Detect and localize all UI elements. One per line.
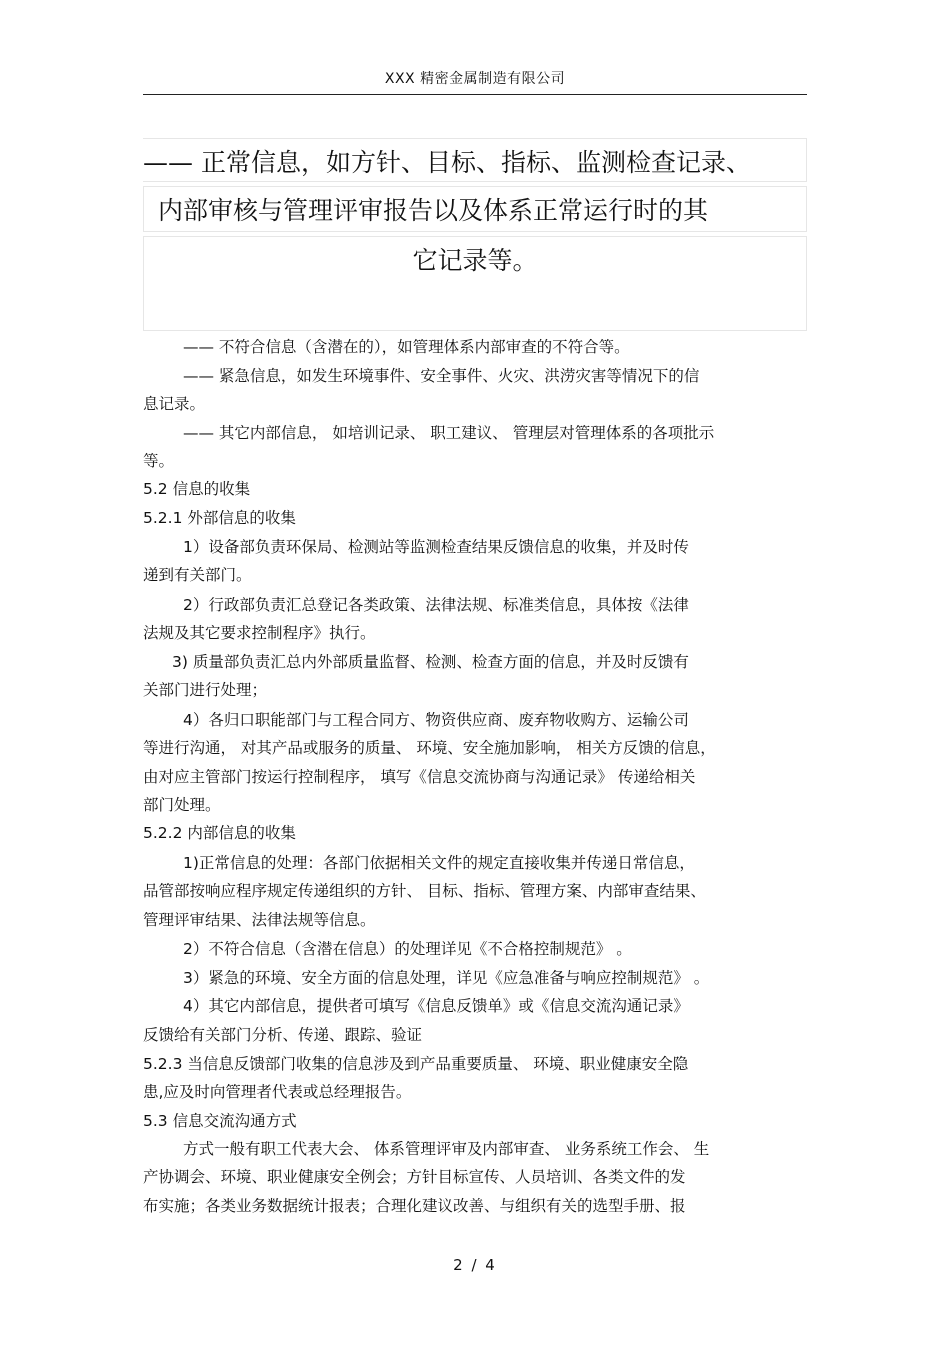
body-line: 布实施；各类业务数据统计报表；合理化建议改善、与组织有关的选型手册、报: [143, 1197, 686, 1215]
body-line: 4）各归口职能部门与工程合同方、物资供应商、废弃物收购方、运输公司: [183, 711, 689, 729]
body-line: 产协调会、环境、职业健康安全例会；方针目标宣传、人员培训、各类文件的发: [143, 1168, 686, 1186]
body-line: 方式一般有职工代表大会、 体系管理评审及内部审查、 业务系统工作会、 生: [183, 1140, 710, 1158]
body-line: 部门处理。: [143, 796, 221, 814]
body-line: 等。: [143, 452, 175, 470]
enlarged-text-line-2: 内部审核与管理评审报告以及体系正常运行时的其: [143, 186, 807, 232]
section-heading: 5.3 信息交流沟通方式: [143, 1112, 297, 1130]
page-header: XXX 精密金属制造有限公司: [384, 71, 566, 87]
body-line: 等进行沟通， 对其产品或服务的质量、 环境、安全施加影响， 相关方反馈的信息，: [143, 739, 716, 757]
body-line: —— 不符合信息（含潜在的），如管理体系内部审查的不符合等。: [183, 338, 630, 356]
body-line: 品管部按响应程序规定传递组织的方针、 目标、指标、管理方案、内部审查结果、: [143, 882, 706, 900]
body-line: 4）其它内部信息，提供者可填写《信息反馈单》或《信息交流沟通记录》: [183, 997, 689, 1015]
header-divider: [143, 94, 807, 95]
body-line: 2）行政部负责汇总登记各类政策、法律法规、标准类信息，具体按《法律: [183, 596, 689, 614]
body-line: —— 紧急信息，如发生环境事件、安全事件、火灾、洪涝灾害等情况下的信: [183, 367, 700, 385]
body-line: 关部门进行处理；: [143, 681, 268, 699]
enlarged-text-line-3: 它记录等。: [143, 236, 807, 331]
body-line: —— 其它内部信息， 如培训记录、 职工建议、 管理层对管理体系的各项批示: [183, 424, 715, 442]
section-heading: 5.2.2 内部信息的收集: [143, 824, 296, 842]
body-line: 法规及其它要求控制程序》执行。: [143, 624, 376, 642]
body-line: 5.2.3 当信息反馈部门收集的信息涉及到产品重要质量、 环境、职业健康安全隐: [143, 1055, 689, 1073]
body-line: 递到有关部门。: [143, 566, 252, 584]
body-line: 1）设备部负责环保局、检测站等监测检查结果反馈信息的收集，并及时传: [183, 538, 689, 556]
body-line: 患,应及时向管理者代表或总经理报告。: [143, 1083, 412, 1101]
body-line: 反馈给有关部门分析、传递、跟踪、验证: [143, 1026, 423, 1044]
body-line: 由对应主管部门按运行控制程序， 填写《信息交流协商与沟通记录》 传递给相关: [143, 768, 696, 786]
body-line: 2）不符合信息（含潜在信息）的处理详见《不合格控制规范》 。: [183, 940, 632, 958]
body-line: 3) 质量部负责汇总内外部质量监督、检测、检查方面的信息，并及时反馈有: [172, 653, 689, 671]
page-number: 2 / 4: [453, 1256, 497, 1274]
section-heading: 5.2.1 外部信息的收集: [143, 509, 296, 527]
section-heading: 5.2 信息的收集: [143, 480, 251, 498]
enlarged-text-line-1: —— 正常信息，如方针、目标、指标、监测检查记录、: [143, 138, 807, 182]
body-line: 1)正常信息的处理：各部门依据相关文件的规定直接收集并传递日常信息，: [183, 854, 695, 872]
body-line: 3）紧急的环境、安全方面的信息处理，详见《应急准备与响应控制规范》 。: [183, 969, 710, 987]
body-line: 息记录。: [143, 395, 206, 413]
body-line: 管理评审结果、法律法规等信息。: [143, 911, 376, 929]
